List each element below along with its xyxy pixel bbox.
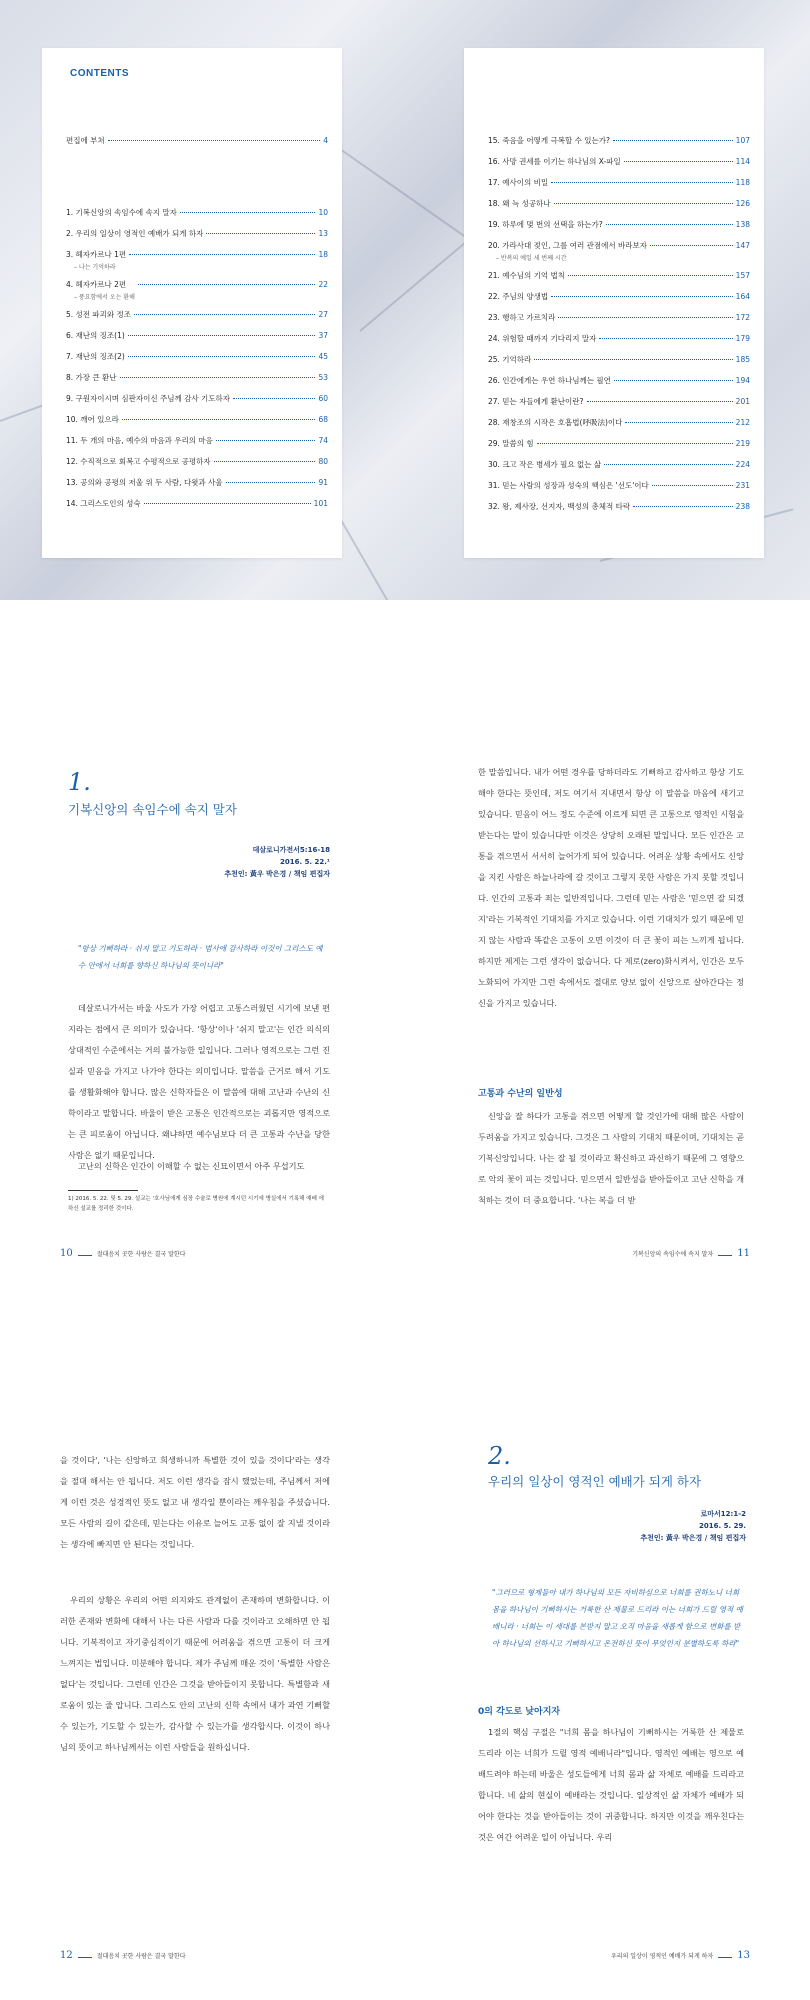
page-number: 10 [60,1248,73,1259]
toc-leader-dots [138,284,316,285]
toc-leader-dots [534,359,732,360]
toc-page-number: 60 [318,394,328,403]
toc-entry-title: 17. 예사이의 비밀 [488,178,549,187]
toc-entry-title: 18. 왜 늑 성공하나 [488,199,551,208]
toc-entry-title: 4. 헤자카르나 2편 [66,280,127,289]
toc-page-number: 172 [735,313,750,322]
toc-entry[interactable] [66,310,328,331]
toc-page-number: 107 [735,136,750,145]
toc-page-number: 68 [318,415,328,424]
toc-entry[interactable] [488,439,750,460]
toc-page-number: 138 [735,220,750,229]
toc-entry[interactable] [66,436,328,457]
toc-entry-title: 8. 가장 큰 환난 [66,373,117,382]
chapter-meta [160,844,330,880]
page-number: 12 [60,1950,73,1961]
toc-left-list [66,208,328,520]
toc-entry-title: 19. 하루에 몇 번의 선택을 하는가? [488,220,603,229]
toc-entry-title: 5. 성전 파괴와 정조 [66,310,132,319]
page-number: 13 [737,1950,750,1961]
toc-page-number: 53 [318,373,328,382]
toc-leader-dots [633,506,733,507]
toc-page-number: 224 [735,460,750,469]
toc-leader-dots [624,161,733,162]
toc-page-number: 10 [318,208,328,217]
toc-leader-dots [122,419,316,420]
toc-leader-dots [652,485,733,486]
toc-page-number: 231 [735,481,750,490]
toc-entry[interactable] [488,481,750,502]
toc-entry-title: 11. 두 개의 마음, 예수의 마음과 우리의 마음 [66,436,213,445]
sermon-date: 2016. 5. 22.¹ [279,858,330,866]
toc-page-number: 91 [318,478,328,487]
toc-page-number: 147 [735,241,750,250]
toc-leader-dots [216,440,316,441]
page-footer-right [600,1248,750,1259]
chapter-number: 2. [488,1442,511,1470]
toc-entry-title: 29. 말씀의 힘 [488,439,534,448]
toc-page-number: 27 [318,310,328,319]
spread-pages-10-11 [0,748,810,1288]
toc-entry-title: 1. 기복신앙의 속임수에 속지 말자 [66,208,177,217]
toc-page-number: 22 [318,280,328,289]
toc-page-number: 80 [318,457,328,466]
toc-entry[interactable] [488,292,750,313]
toc-leader-dots [558,317,732,318]
toc-page-number: 238 [735,502,750,511]
toc-entry[interactable] [488,313,750,334]
sermon-date: 2016. 5. 29. [699,1522,746,1530]
toc-entry-subtitle: – 풍요함에서 오는 환해 [74,294,135,301]
toc-entry[interactable] [488,178,750,199]
chapter-meta [570,1508,746,1544]
scripture-quote: "그러므로 형제들아 내가 하나님의 모든 자비하심으로 너희를 권하노니 너희 몸을 하나님이 기뻐하시는 거룩한 산 제물로 드리라 이는 너희가 드릴 영적 예배니라 · 너희는 이 세대를 본받지 말고 오직 마음을 새롭게 함으로 변화를 받아 하나님의 선하시고 기뻐하시고 온전하신 뜻이 무엇인지 분별하도록 하라" [492,1588,743,1648]
toc-entry[interactable] [66,373,328,394]
toc-leader-dots [599,338,732,339]
body-paragraph: 1절의 핵심 구절은 "너희 몸을 하나님이 기뻐하시는 거룩한 산 제물로 드리라 이는 너희가 드릴 영적 예배니라"입니다. 영적인 예배는 영으로 예배드려야 하는데 바울은 성도들에게 너희 몸과 삶 자체로 예배를 드리라고 합니다. 네 삶의 현실이 예배라는 것입니다. 일상적인 삶 자체가 예배가 되어야 한다는 것을 받아들이는 것이 귀중합니다. 하지만 이것을 깨우친다는 것은 여간 어려운 일이 아닙니다. 우리 [478,1727,744,1842]
toc-entry-title: 27. 믿는 자들에게 환난이란? [488,397,584,406]
toc-entry-title: 32. 왕, 제사장, 선지자, 백성의 총체적 타락 [488,502,631,511]
toc-entry-title: 6. 재난의 징조(1) [66,331,125,340]
preacher-credit: 추천인: 黃우 박은경 / 책임 편집자 [224,870,330,878]
page-footer-right [560,1950,750,1961]
toc-entry-title: 28. 재창조의 시작은 호흡법(呼吸法)이다 [488,418,623,427]
toc-entry-title: 16. 사망 권세를 이기는 하나님의 X-파일 [488,157,621,166]
running-title: 기복신앙의 속임수에 속지 말자 [632,1251,714,1258]
toc-page-number: 179 [735,334,750,343]
toc-entry-title: 22. 주님의 양생법 [488,292,549,301]
page-footer-left [60,1248,186,1259]
toc-page-number: 74 [318,436,328,445]
running-title: 절대음치 곳한 사람은 결국 말한다 [96,1953,186,1960]
scripture-quote: "항상 기뻐하라 · 쉬지 말고 기도하라 · 범사에 감사하라 이것이 그리스도 예수 안에서 너희를 향하신 하나님의 뜻이니라" [78,944,323,970]
chapter-title: 기복신앙의 속임수에 속지 말자 [68,802,237,817]
body-paragraph: 신앙을 잘 하다가 고통을 겪으면 어떻게 할 것인가에 대해 많은 사람이 두려움을 가지고 있습니다. 그것은 그 사람의 기대치 때문이며, 기대치는 곧 기복신앙입니다. 나는 잘 될 것이라고 확신하고 과신하기 때문에 그 영향으로 악의 꽃이 피는 것입니다. 믿으면서 일반성을 받아들이고 고난 신학을 개척하는 것이 더 중요합니다. '나는 복을 더 받 [478,1111,744,1205]
toc-entry-title: 7. 재난의 징조(2) [66,352,125,361]
toc-entry-title: 21. 예수님의 기억 법칙 [488,271,566,280]
scripture-reference: 로마서12:1-2 [700,1510,746,1518]
toc-page-number: 118 [735,178,750,187]
toc-right-page [464,48,764,558]
preacher-credit: 추천인: 黃우 박은경 / 책임 편집자 [640,1534,746,1542]
toc-page-number: 164 [735,292,750,301]
toc-leader-dots [214,461,316,462]
toc-entry[interactable] [66,331,328,352]
chapter-title: 우리의 일상이 영적인 예배가 되게 하자 [488,1474,702,1489]
toc-page-number: 157 [735,271,750,280]
toc-leader-dots [134,314,315,315]
toc-leader-dots [233,398,315,399]
toc-entry-title: 13. 공의와 공평의 저울 위 두 사람, 다윗과 사울 [66,478,223,487]
toc-entry[interactable] [488,241,750,271]
toc-leader-dots [587,401,733,402]
toc-leader-dots [144,503,311,504]
toc-page-number: 212 [735,418,750,427]
body-paragraph: 우리의 상황은 우리의 어떤 의지와도 관계없이 존재하며 변화합니다. 이러한 존재와 변화에 대해서 나는 다른 사람과 다를 것이라고 오해하면 안 됩니다. 기복적이고 자기중심적이기 때문에 어려움을 겪으면 고통이 더 크게 느껴지는 법입니다. 미분해야 합니다. 제가 주님께 매운 것이 '특별한 사람은 없다'는 것입니다. 그런데 인간은 그것을 받아들이지 못합니다. 특별함과 새로움이 있는 줄 압니다. 그리스도 안의 고난의 신학 속에서 내가 과연 기뻐할 수 있는가, 기도할 수 있는가, 감사할 수 있는가를 생각합시다. 이것이 하나님의 뜻이고 하나님께서는 이런 사람들을 원하십니다. [60,1595,330,1752]
running-title: 절대음치 곳한 사람은 결국 말한다 [96,1251,186,1258]
toc-page-number: 101 [313,499,328,508]
toc-entry-subtitle: – 반복의 예일 세 번째 시간 [496,255,567,262]
toc-entry[interactable] [66,229,328,250]
toc-entry-title: 14. 그리스도인의 성숙 [66,499,141,508]
toc-entry-title: 26. 인간에게는 우연 하나님께는 필연 [488,376,611,385]
page-footer-left [60,1950,186,1961]
toc-leader-dots [537,443,733,444]
toc-entry-title: 23. 행하고 가르치라 [488,313,556,322]
toc-entry[interactable] [488,355,750,376]
toc-page-number: 194 [735,376,750,385]
toc-entry[interactable] [488,334,750,355]
toc-preface-list [66,136,328,157]
toc-entry[interactable] [488,220,750,241]
toc-entry-title: 2. 우리의 일상이 영적인 예배가 되게 하자 [66,229,204,238]
toc-leader-dots [128,335,316,336]
toc-left-page [42,48,342,558]
toc-entry[interactable] [66,394,328,415]
toc-entry[interactable] [488,199,750,220]
toc-leader-dots [206,233,315,234]
toc-leader-dots [554,203,733,204]
body-paragraph: 고난의 신학은 인간이 이해할 수 없는 신묘이면서 아주 무섭기도 [78,1161,305,1171]
body-paragraph: 데살로니가서는 바울 사도가 가장 어렵고 고통스러웠던 시기에 보낸 편지라는 점에서 큰 의미가 있습니다. '항상'이나 '쉬지 말고'는 인간 의식의 상대적인 수준에서는 거의 불가능한 일입니다. 그러나 영적으로는 그런 진실과 믿음을 가지고 나가야 한다는 의미입니다. 말씀을 근거로 해서 기도를 생활화해야 합니다. 많은 신학자들은 이 말씀에 대해 고난과 수난의 신학이라고 말합니다. 바울이 받은 고통은 인간적으로는 괴롭지만 영적으로는 큰 피로움이 아닙니다. 왜냐하면 예수님보다 더 큰 고통과 수난을 당한 사람은 없기 때문입니다. [68,1003,330,1160]
toc-entry-title: 25. 기억하라 [488,355,532,364]
toc-leader-dots [606,224,733,225]
toc-entry-title: 20. 가라사대 젖인, 그를 여러 관점에서 바라보자 [488,241,648,250]
running-title: 우리의 일상이 영적인 예배가 되게 하자 [610,1953,714,1960]
toc-entry[interactable] [488,136,750,157]
toc-leader-dots [625,422,732,423]
body-paragraph: 한 말씀입니다. 내가 어떤 경우를 당하더라도 기뻐하고 감사하고 항상 기도해야 한다는 뜻인데, 저도 여기서 지내면서 항상 이 말씀을 마음에 새기고 있습니다. 믿음이 어느 정도 수준에 이르게 되면 큰 고통으로 영적인 시험을 받는다는 말이 있습니다만 이것은 상당히 오래된 말입니다. 모든 인간은 고통을 겪으면서 서서히 늘어가게 되어 있습니다. 어려운 상황 속에서도 신앙을 지킨 사람은 하늘나라에 갈 것이고 그렇지 못한 사람은 가지 못할 것입니다. 인간의 고통과 죄는 일반적입니다. 그런데 믿는 사람은 '믿으면 잘 되겠지'라는 기복적인 기대치를 가지고 있습니다. 이런 기대치가 있기 때문에 믿지 않는 사람과 똑같은 고통이 오면 이것이 더 큰 꽃이 피는 느끼게 됩니다. 하지만 제게는 그런 생각이 없습니다. 다 제로(zero)화시켜서, 인간은 모두 노화되어 가지만 그런 속에서도 절대로 양보 없이 신앙으로 살아간다는 정신을 가지고 있습니다. [478,767,744,1008]
toc-heading: CONTENTS [70,68,129,79]
toc-page-number: 219 [735,439,750,448]
toc-page-number: 201 [735,397,750,406]
toc-leader-dots [614,380,733,381]
toc-leader-dots [568,275,733,276]
toc-leader-dots [604,464,733,465]
section-heading: 0의 각도로 낮아지자 [478,1707,561,1717]
toc-entry[interactable] [66,415,328,436]
toc-right-list [488,136,750,523]
toc-page-number: 4 [323,136,328,145]
toc-entry[interactable] [66,136,328,157]
toc-page-number: 37 [318,331,328,340]
toc-entry[interactable] [488,397,750,418]
toc-page-number: 13 [318,229,328,238]
toc-entry-title: 12. 수직적으로 회복고 수평적으로 공평하자 [66,457,211,466]
toc-entry-title: 3. 헤자카르나 1편 [66,250,127,259]
toc-page-number: 185 [735,355,750,364]
toc-entry-title: 30. 크고 작은 병세가 필요 없는 삶 [488,460,602,469]
toc-entry[interactable] [66,478,328,499]
toc-leader-dots [551,296,733,297]
toc-entry[interactable] [66,250,328,280]
toc-entry-title: 24. 위험할 때까지 기다리지 말자 [488,334,597,343]
toc-entry[interactable] [66,499,328,520]
toc-entry-title: 15. 죽음을 어떻게 극복할 수 있는가? [488,136,611,145]
toc-page-number: 114 [735,157,750,166]
toc-leader-dots [613,140,733,141]
toc-leader-dots [180,212,316,213]
toc-entry-title: 31. 믿는 사람의 성장과 성숙의 핵심은 '선도'이다 [488,481,649,490]
toc-entry[interactable] [66,208,328,229]
toc-page-number: 18 [318,250,328,259]
page-number: 11 [737,1248,750,1259]
toc-leader-dots [650,245,733,246]
toc-entry-subtitle: – 나는 기억하라 [74,264,116,271]
toc-entry-title: 편집에 부쳐 [66,136,105,145]
toc-page-number: 126 [735,199,750,208]
toc-entry-title: 10. 깨어 있으라 [66,415,119,424]
toc-leader-dots [129,254,315,255]
body-paragraph: 을 것이다', '나는 신앙하고 희생하니까 특별한 것이 있을 것이다'라는 생각을 절대 해서는 안 됩니다. 저도 이런 생각을 잠시 했었는데, 주님께서 저에게 이런 것은 성경적인 뜻도 없고 내 생각일 뿐이라는 깨우침을 주셨습니다. 모든 사람의 길이 같은데, 믿는다는 이유로 늘어도 고통 없이 잘 지낼 것이라는 생각에 빠지면 안 된다는 것입니다. [60,1455,330,1549]
section-heading: 고통과 수난의 일반성 [478,1089,563,1099]
toc-leader-dots [551,182,733,183]
toc-leader-dots [120,377,316,378]
toc-entry[interactable] [488,418,750,439]
toc-page-number: 45 [318,352,328,361]
toc-entry[interactable] [488,271,750,292]
spread-pages-12-13 [0,1442,810,2000]
toc-leader-dots [108,140,321,141]
toc-leader-dots [226,482,316,483]
footnote-divider [68,1190,138,1191]
toc-leader-dots [128,356,316,357]
scripture-reference: 데살로니가전서5:16-18 [252,846,330,854]
toc-entry[interactable] [488,460,750,481]
toc-entry[interactable] [66,457,328,478]
toc-entry[interactable] [488,376,750,397]
footnote: 1) 2016. 5. 22. 및 5. 29. 설교는 '호사님에게 심장 수술로 병원에 계시던 시기에 병실에서 기록해 예배 에 하신 설교를 정리한 것이다. [68,1196,324,1212]
toc-entry[interactable] [488,502,750,523]
toc-entry[interactable] [66,280,328,310]
toc-entry-title: 9. 구원자이시며 심판자이신 주님께 감사 기도하자 [66,394,230,403]
toc-entry[interactable] [488,157,750,178]
toc-entry[interactable] [66,352,328,373]
chapter-number: 1. [68,768,91,796]
